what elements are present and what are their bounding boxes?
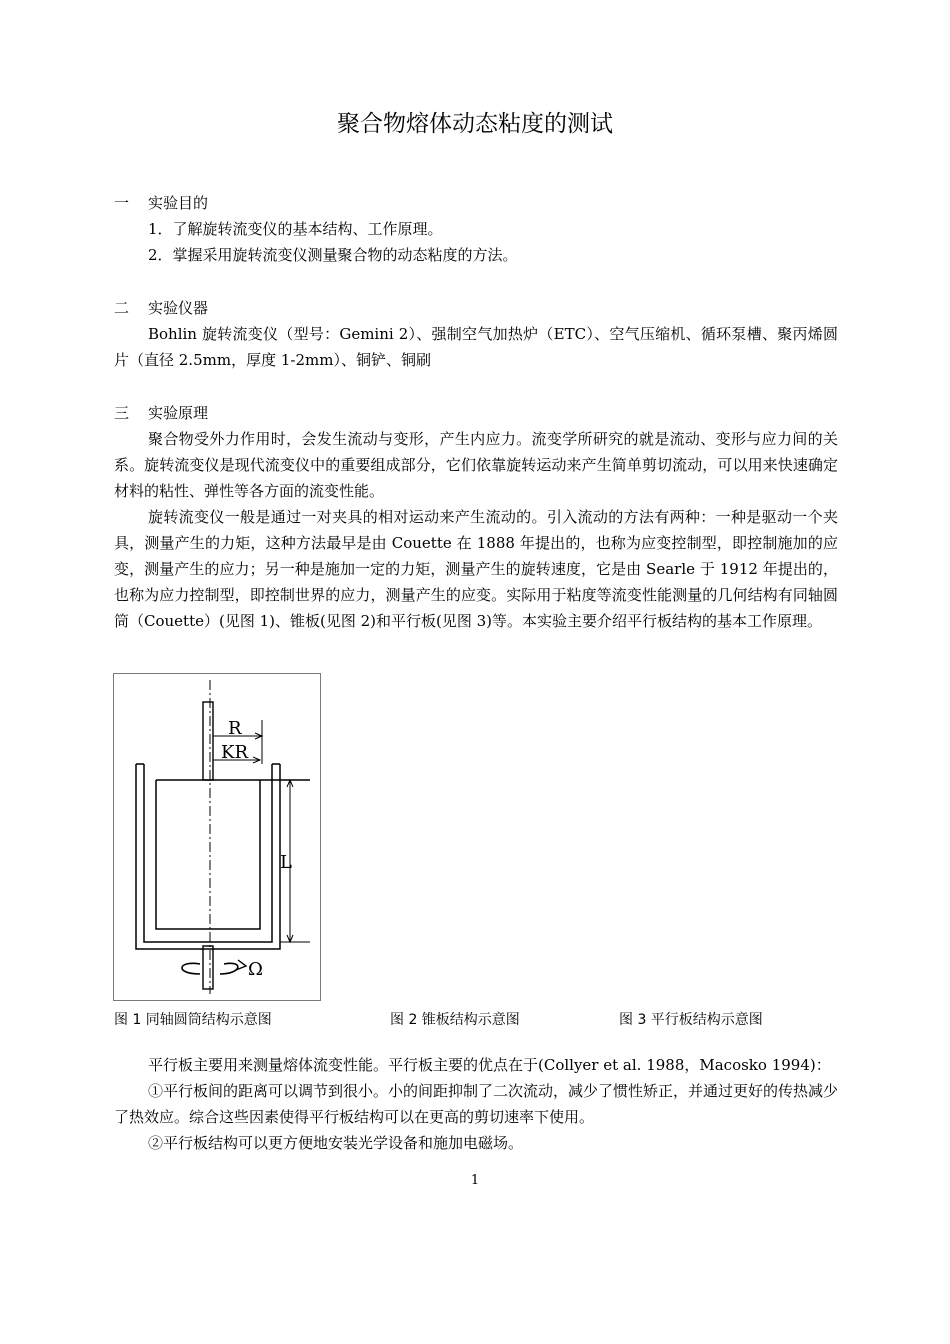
advantage-1: ①平行板间的距离可以调节到很小。小的间距抑制了二次流动，减少了惯性矫正，并通过更好的传热减少了热效应。综合这些因素使得平行板结构可以在更高的剪切速率下使用。	[114, 1082, 839, 1126]
kr-label: KR	[221, 742, 248, 763]
section-title: 实验目的	[148, 194, 209, 212]
document-title: 聚合物熔体动态粘度的测试	[337, 111, 613, 137]
coaxial-cylinder-diagram	[114, 674, 320, 1000]
objective-item-2: 2．掌握采用旋转流变仪测量聚合物的动态粘度的方法。	[148, 246, 518, 264]
cup-shaft	[203, 946, 213, 989]
caption-figure-1: 图 1 同轴圆筒结构示意图	[114, 1012, 272, 1028]
outer-cup-wall	[136, 764, 280, 949]
section-title: 实验仪器	[148, 299, 209, 317]
section-instruments	[114, 295, 838, 373]
l-label: L	[280, 852, 292, 873]
figure-coaxial-cylinder	[113, 673, 321, 1001]
section-number: 二	[114, 299, 130, 317]
omega-label: Ω	[248, 959, 263, 980]
caption-figure-2: 图 2 锥板结构示意图	[390, 1012, 520, 1028]
rotor-shaft	[203, 702, 213, 780]
page-number: 1	[470, 1173, 480, 1188]
objective-item-1: 1．了解旋转流变仪的基本结构、工作原理。	[148, 220, 443, 238]
section-principle	[114, 400, 838, 634]
section-heading	[114, 400, 838, 426]
inner-bob	[156, 780, 260, 929]
instrument-list: Bohlin 旋转流变仪（型号：Gemini 2）、强制空气加热炉（ETC）、空气压缩机、循环泵槽、聚丙烯圆片（直径 2.5mm，厚度 1-2mm）、铜铲、铜刷	[114, 325, 838, 369]
caption-figure-3: 图 3 平行板结构示意图	[619, 1012, 763, 1028]
principle-paragraph-2: 旋转流变仪一般是通过一对夹具的相对运动来产生流动的。引入流动的方法有两种：一种是驱动一个夹具，测量产生的力矩，这种方法最早是由 Couette 在 1888 年提出的，也称为应变控制型，即控制施加的应变，测量产生的应力；另一种是施加一定的力矩，测量产生的旋转速度，它是由 Searle 于 1912 年提出的，也称为应力控制型，即控制世界的应力，测量产生的应变。实际用于粘度等流变性能测量的几何结构有同轴圆筒（Couette）(见图 1)、锥板(见图 2)和平行板(见图 3)等。本实验主要介绍平行板结构的基本工作原理。	[114, 508, 838, 630]
section-heading	[114, 190, 838, 216]
parallel-plate-intro: 平行板主要用来测量熔体流变性能。平行板主要的优点在于(Collyer et al. 1988，Macosko 1994)：	[148, 1056, 831, 1074]
r-label: R	[228, 718, 242, 739]
section-number: 一	[114, 194, 130, 212]
advantage-2: ②平行板结构可以更方便地安装光学设备和施加电磁场。	[148, 1134, 524, 1152]
section-heading	[114, 295, 838, 321]
parallel-plate-text	[114, 1052, 838, 1156]
section-title: 实验原理	[148, 404, 209, 422]
principle-paragraph-1: 聚合物受外力作用时，会发生流动与变形，产生内应力。流变学所研究的就是流动、变形与应力间的关系。旋转流变仪是现代流变仪中的重要组成部分，它们依靠旋转运动来产生简单剪切流动，可以用来快速确定材料的粘性、弹性等各方面的流变性能。	[114, 430, 838, 500]
section-objectives	[114, 190, 838, 268]
figure-captions	[114, 1010, 838, 1030]
outer-cup-inner-wall	[144, 764, 272, 942]
section-number: 三	[114, 404, 130, 422]
